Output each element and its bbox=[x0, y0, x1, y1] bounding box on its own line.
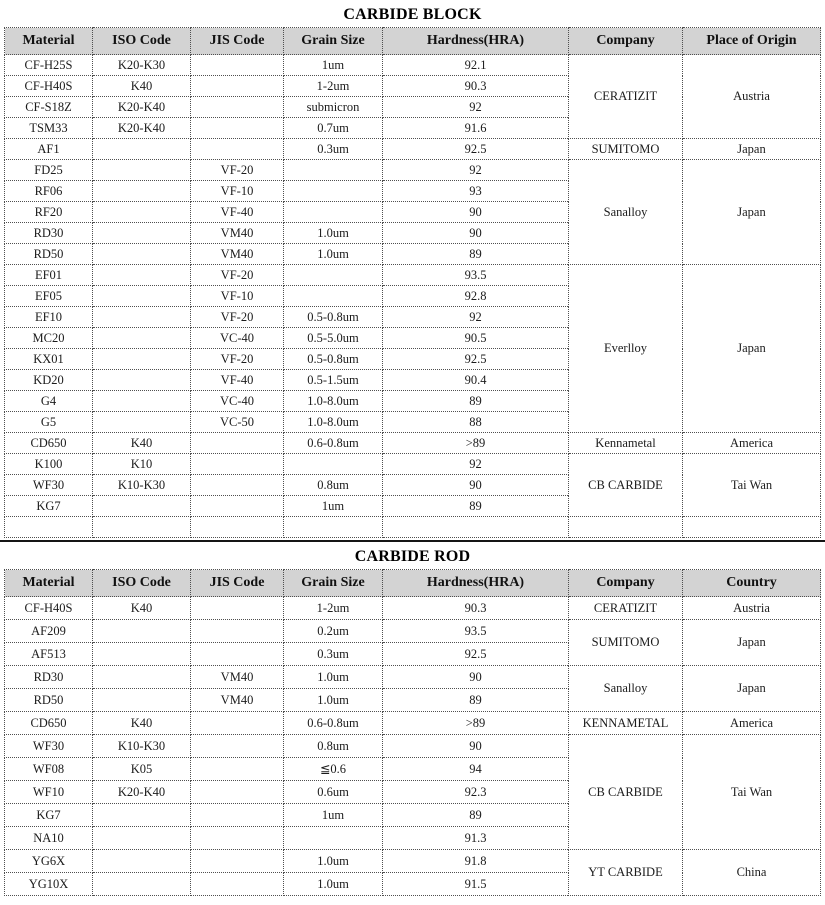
cell-jis-code: VM40 bbox=[191, 666, 284, 689]
cell-grain-size: 1.0um bbox=[284, 666, 383, 689]
cell-iso-code bbox=[93, 286, 191, 307]
col-header-material: Material bbox=[5, 570, 93, 597]
cell-iso-code bbox=[93, 689, 191, 712]
cell-jis-code: VF-10 bbox=[191, 181, 284, 202]
table-row bbox=[5, 666, 821, 689]
cell-jis-code bbox=[191, 781, 284, 804]
cell-material: YG10X bbox=[5, 873, 93, 896]
cell-iso-code: K20-K30 bbox=[93, 55, 191, 76]
cell-iso-code: K20-K40 bbox=[93, 118, 191, 139]
cell-hardness: 92.3 bbox=[383, 781, 569, 804]
cell-jis-code bbox=[191, 433, 284, 454]
table-row bbox=[5, 517, 821, 538]
table-row bbox=[5, 850, 821, 873]
cell-grain-size bbox=[284, 827, 383, 850]
cell-iso-code: K40 bbox=[93, 433, 191, 454]
cell-origin: China bbox=[683, 850, 821, 896]
cell-origin: Tai Wan bbox=[683, 454, 821, 517]
cell-material: AF1 bbox=[5, 139, 93, 160]
cell-jis-code bbox=[191, 139, 284, 160]
carbide-block-title: CARBIDE BLOCK bbox=[343, 6, 482, 23]
cell-jis-code bbox=[191, 873, 284, 896]
table-row bbox=[5, 433, 821, 454]
cell-hardness: 92.1 bbox=[383, 55, 569, 76]
cell-jis-code bbox=[191, 850, 284, 873]
cell-origin: Austria bbox=[683, 55, 821, 139]
cell-material: WF10 bbox=[5, 781, 93, 804]
cell-material: FD25 bbox=[5, 160, 93, 181]
cell-jis-code: VC-40 bbox=[191, 328, 284, 349]
cell-jis-code bbox=[191, 454, 284, 475]
cell-iso-code bbox=[93, 873, 191, 896]
cell-origin bbox=[683, 517, 821, 538]
cell-material: CF-H40S bbox=[5, 597, 93, 620]
cell-hardness: 93.5 bbox=[383, 620, 569, 643]
table-row bbox=[5, 597, 821, 620]
cell-jis-code: VF-40 bbox=[191, 370, 284, 391]
cell-iso-code bbox=[93, 666, 191, 689]
carbide-rod-table bbox=[4, 569, 821, 896]
cell-grain-size: 1-2um bbox=[284, 76, 383, 97]
col-header-country: Country bbox=[683, 570, 821, 597]
cell-jis-code bbox=[191, 118, 284, 139]
cell-iso-code bbox=[93, 139, 191, 160]
cell-hardness: 90.3 bbox=[383, 76, 569, 97]
cell-material: WF30 bbox=[5, 735, 93, 758]
cell-grain-size: 1.0um bbox=[284, 223, 383, 244]
cell-material: KG7 bbox=[5, 496, 93, 517]
cell-jis-code: VF-20 bbox=[191, 265, 284, 286]
cell-iso-code bbox=[93, 307, 191, 328]
cell-material: WF08 bbox=[5, 758, 93, 781]
cell-grain-size: 1um bbox=[284, 55, 383, 76]
cell-grain-size: 0.8um bbox=[284, 475, 383, 496]
cell-material: CF-H25S bbox=[5, 55, 93, 76]
cell-iso-code: K20-K40 bbox=[93, 97, 191, 118]
cell-jis-code: VM40 bbox=[191, 244, 284, 265]
cell-material: NA10 bbox=[5, 827, 93, 850]
col-header-grain-size: Grain Size bbox=[284, 28, 383, 55]
cell-hardness: 91.3 bbox=[383, 827, 569, 850]
cell-hardness: 94 bbox=[383, 758, 569, 781]
table-row bbox=[5, 139, 821, 160]
cell-jis-code bbox=[191, 76, 284, 97]
cell-grain-size: 0.5-5.0um bbox=[284, 328, 383, 349]
cell-iso-code: K20-K40 bbox=[93, 781, 191, 804]
cell-grain-size: 0.6um bbox=[284, 781, 383, 804]
carbide-rod-header bbox=[5, 570, 821, 597]
cell-grain-size: 1.0-8.0um bbox=[284, 412, 383, 433]
cell-grain-size bbox=[284, 517, 383, 538]
header-row bbox=[5, 28, 821, 55]
cell-grain-size bbox=[284, 286, 383, 307]
cell-hardness: 89 bbox=[383, 689, 569, 712]
cell-company: CERATIZIT bbox=[569, 55, 683, 139]
cell-hardness: 90 bbox=[383, 202, 569, 223]
cell-origin: Austria bbox=[683, 597, 821, 620]
cell-jis-code bbox=[191, 804, 284, 827]
cell-company: SUMITOMO bbox=[569, 139, 683, 160]
cell-hardness: 90.3 bbox=[383, 597, 569, 620]
cell-material: CF-S18Z bbox=[5, 97, 93, 118]
cell-material: WF30 bbox=[5, 475, 93, 496]
cell-iso-code bbox=[93, 265, 191, 286]
table-row bbox=[5, 454, 821, 475]
cell-grain-size bbox=[284, 160, 383, 181]
cell-material: G4 bbox=[5, 391, 93, 412]
col-header-hardness-hra: Hardness(HRA) bbox=[383, 28, 569, 55]
cell-jis-code bbox=[191, 712, 284, 735]
cell-hardness: 92.5 bbox=[383, 139, 569, 160]
cell-hardness: 92.8 bbox=[383, 286, 569, 307]
cell-grain-size: 0.6-0.8um bbox=[284, 433, 383, 454]
cell-material: RF06 bbox=[5, 181, 93, 202]
cell-grain-size: 0.3um bbox=[284, 139, 383, 160]
cell-grain-size: ≦0.6 bbox=[284, 758, 383, 781]
cell-hardness bbox=[383, 517, 569, 538]
cell-iso-code bbox=[93, 391, 191, 412]
col-header-hardness-hra: Hardness(HRA) bbox=[383, 570, 569, 597]
cell-company: SUMITOMO bbox=[569, 620, 683, 666]
cell-jis-code bbox=[191, 758, 284, 781]
cell-material: TSM33 bbox=[5, 118, 93, 139]
cell-material: G5 bbox=[5, 412, 93, 433]
cell-hardness: 89 bbox=[383, 244, 569, 265]
cell-jis-code bbox=[191, 97, 284, 118]
cell-iso-code bbox=[93, 517, 191, 538]
cell-company bbox=[569, 517, 683, 538]
cell-jis-code: VC-40 bbox=[191, 391, 284, 412]
cell-jis-code: VM40 bbox=[191, 223, 284, 244]
cell-grain-size: 0.6-0.8um bbox=[284, 712, 383, 735]
cell-grain-size: 1.0um bbox=[284, 850, 383, 873]
cell-jis-code bbox=[191, 517, 284, 538]
cell-company: CB CARBIDE bbox=[569, 454, 683, 517]
cell-material: EF05 bbox=[5, 286, 93, 307]
carbide-rod-section bbox=[0, 548, 825, 896]
cell-hardness: 90 bbox=[383, 666, 569, 689]
cell-iso-code bbox=[93, 804, 191, 827]
col-header-iso-code: ISO Code bbox=[93, 570, 191, 597]
cell-grain-size: 0.5-1.5um bbox=[284, 370, 383, 391]
cell-hardness: 90.4 bbox=[383, 370, 569, 391]
cell-grain-size: 0.2um bbox=[284, 620, 383, 643]
cell-grain-size: 0.3um bbox=[284, 643, 383, 666]
cell-iso-code: K10 bbox=[93, 454, 191, 475]
cell-hardness: 90 bbox=[383, 475, 569, 496]
cell-material: RF20 bbox=[5, 202, 93, 223]
cell-jis-code bbox=[191, 735, 284, 758]
section-divider-line bbox=[0, 540, 825, 542]
cell-iso-code bbox=[93, 160, 191, 181]
cell-iso-code: K10-K30 bbox=[93, 735, 191, 758]
cell-hardness: 92 bbox=[383, 160, 569, 181]
cell-origin: Tai Wan bbox=[683, 735, 821, 850]
cell-jis-code: VF-40 bbox=[191, 202, 284, 223]
cell-iso-code bbox=[93, 827, 191, 850]
cell-grain-size: 1um bbox=[284, 496, 383, 517]
cell-iso-code bbox=[93, 244, 191, 265]
cell-grain-size bbox=[284, 454, 383, 475]
cell-jis-code: VC-50 bbox=[191, 412, 284, 433]
cell-material: RD30 bbox=[5, 666, 93, 689]
table-row bbox=[5, 160, 821, 181]
cell-jis-code: VF-20 bbox=[191, 349, 284, 370]
cell-hardness: 89 bbox=[383, 391, 569, 412]
cell-jis-code bbox=[191, 827, 284, 850]
cell-material bbox=[5, 517, 93, 538]
cell-hardness: 90.5 bbox=[383, 328, 569, 349]
cell-origin: Japan bbox=[683, 620, 821, 666]
cell-hardness: 89 bbox=[383, 804, 569, 827]
cell-iso-code bbox=[93, 370, 191, 391]
table-row bbox=[5, 712, 821, 735]
cell-material: AF209 bbox=[5, 620, 93, 643]
cell-iso-code: K40 bbox=[93, 76, 191, 97]
cell-hardness: 93.5 bbox=[383, 265, 569, 286]
cell-iso-code: K40 bbox=[93, 712, 191, 735]
cell-company: CB CARBIDE bbox=[569, 735, 683, 850]
cell-origin: Japan bbox=[683, 139, 821, 160]
carbide-rod-body bbox=[5, 597, 821, 896]
cell-jis-code: VF-10 bbox=[191, 286, 284, 307]
col-header-material: Material bbox=[5, 28, 93, 55]
cell-hardness: 91.8 bbox=[383, 850, 569, 873]
cell-grain-size: submicron bbox=[284, 97, 383, 118]
cell-hardness: 92 bbox=[383, 97, 569, 118]
cell-material: KG7 bbox=[5, 804, 93, 827]
cell-company: YT CARBIDE bbox=[569, 850, 683, 896]
cell-hardness: 89 bbox=[383, 496, 569, 517]
cell-hardness: 91.5 bbox=[383, 873, 569, 896]
cell-jis-code bbox=[191, 620, 284, 643]
col-header-jis-code: JIS Code bbox=[191, 570, 284, 597]
cell-iso-code bbox=[93, 850, 191, 873]
cell-hardness: 92 bbox=[383, 454, 569, 475]
cell-hardness: 90 bbox=[383, 735, 569, 758]
cell-iso-code bbox=[93, 181, 191, 202]
cell-iso-code: K05 bbox=[93, 758, 191, 781]
col-header-iso-code: ISO Code bbox=[93, 28, 191, 55]
cell-jis-code bbox=[191, 597, 284, 620]
cell-grain-size: 1.0um bbox=[284, 689, 383, 712]
cell-hardness: 91.6 bbox=[383, 118, 569, 139]
cell-iso-code bbox=[93, 223, 191, 244]
cell-grain-size: 1.0um bbox=[284, 244, 383, 265]
cell-iso-code bbox=[93, 496, 191, 517]
carbide-block-section bbox=[0, 6, 825, 538]
cell-company: Sanalloy bbox=[569, 160, 683, 265]
cell-material: RD30 bbox=[5, 223, 93, 244]
cell-company: Everlloy bbox=[569, 265, 683, 433]
cell-grain-size: 0.8um bbox=[284, 735, 383, 758]
cell-grain-size bbox=[284, 202, 383, 223]
table-row bbox=[5, 55, 821, 76]
cell-jis-code bbox=[191, 475, 284, 496]
cell-iso-code bbox=[93, 620, 191, 643]
cell-iso-code bbox=[93, 643, 191, 666]
header-row bbox=[5, 570, 821, 597]
cell-iso-code: K40 bbox=[93, 597, 191, 620]
cell-jis-code bbox=[191, 55, 284, 76]
cell-material: EF10 bbox=[5, 307, 93, 328]
cell-origin: America bbox=[683, 433, 821, 454]
col-header-place-of-origin: Place of Origin bbox=[683, 28, 821, 55]
cell-origin: America bbox=[683, 712, 821, 735]
cell-origin: Japan bbox=[683, 666, 821, 712]
cell-hardness: 93 bbox=[383, 181, 569, 202]
cell-material: YG6X bbox=[5, 850, 93, 873]
cell-origin: Japan bbox=[683, 265, 821, 433]
cell-jis-code: VM40 bbox=[191, 689, 284, 712]
cell-iso-code bbox=[93, 202, 191, 223]
carbide-block-table bbox=[4, 27, 821, 538]
cell-material: CF-H40S bbox=[5, 76, 93, 97]
carbide-block-header bbox=[5, 28, 821, 55]
cell-iso-code bbox=[93, 328, 191, 349]
cell-material: CD650 bbox=[5, 712, 93, 735]
cell-iso-code bbox=[93, 349, 191, 370]
col-header-grain-size: Grain Size bbox=[284, 570, 383, 597]
table-row bbox=[5, 735, 821, 758]
cell-hardness: >89 bbox=[383, 712, 569, 735]
cell-grain-size: 1um bbox=[284, 804, 383, 827]
table-row bbox=[5, 620, 821, 643]
cell-iso-code: K10-K30 bbox=[93, 475, 191, 496]
cell-material: MC20 bbox=[5, 328, 93, 349]
cell-origin: Japan bbox=[683, 160, 821, 265]
col-header-company: Company bbox=[569, 28, 683, 55]
cell-hardness: 88 bbox=[383, 412, 569, 433]
cell-material: RD50 bbox=[5, 244, 93, 265]
carbide-rod-title: CARBIDE ROD bbox=[354, 548, 471, 565]
cell-jis-code: VF-20 bbox=[191, 307, 284, 328]
cell-hardness: 90 bbox=[383, 223, 569, 244]
cell-grain-size: 0.5-0.8um bbox=[284, 307, 383, 328]
cell-material: AF513 bbox=[5, 643, 93, 666]
cell-material: KD20 bbox=[5, 370, 93, 391]
cell-grain-size bbox=[284, 181, 383, 202]
table-row bbox=[5, 265, 821, 286]
cell-grain-size: 1.0-8.0um bbox=[284, 391, 383, 412]
cell-material: EF01 bbox=[5, 265, 93, 286]
cell-material: RD50 bbox=[5, 689, 93, 712]
cell-grain-size: 1-2um bbox=[284, 597, 383, 620]
cell-hardness: 92.5 bbox=[383, 643, 569, 666]
cell-grain-size: 0.5-0.8um bbox=[284, 349, 383, 370]
cell-jis-code bbox=[191, 496, 284, 517]
cell-grain-size: 1.0um bbox=[284, 873, 383, 896]
cell-hardness: 92 bbox=[383, 307, 569, 328]
cell-jis-code bbox=[191, 643, 284, 666]
cell-jis-code: VF-20 bbox=[191, 160, 284, 181]
cell-grain-size bbox=[284, 265, 383, 286]
col-header-jis-code: JIS Code bbox=[191, 28, 284, 55]
col-header-company: Company bbox=[569, 570, 683, 597]
cell-material: KX01 bbox=[5, 349, 93, 370]
cell-material: K100 bbox=[5, 454, 93, 475]
cell-hardness: 92.5 bbox=[383, 349, 569, 370]
cell-company: CERATIZIT bbox=[569, 597, 683, 620]
cell-company: Sanalloy bbox=[569, 666, 683, 712]
cell-material: CD650 bbox=[5, 433, 93, 454]
cell-iso-code bbox=[93, 412, 191, 433]
cell-hardness: >89 bbox=[383, 433, 569, 454]
cell-company: Kennametal bbox=[569, 433, 683, 454]
cell-company: KENNAMETAL bbox=[569, 712, 683, 735]
cell-grain-size: 0.7um bbox=[284, 118, 383, 139]
carbide-block-body bbox=[5, 55, 821, 538]
